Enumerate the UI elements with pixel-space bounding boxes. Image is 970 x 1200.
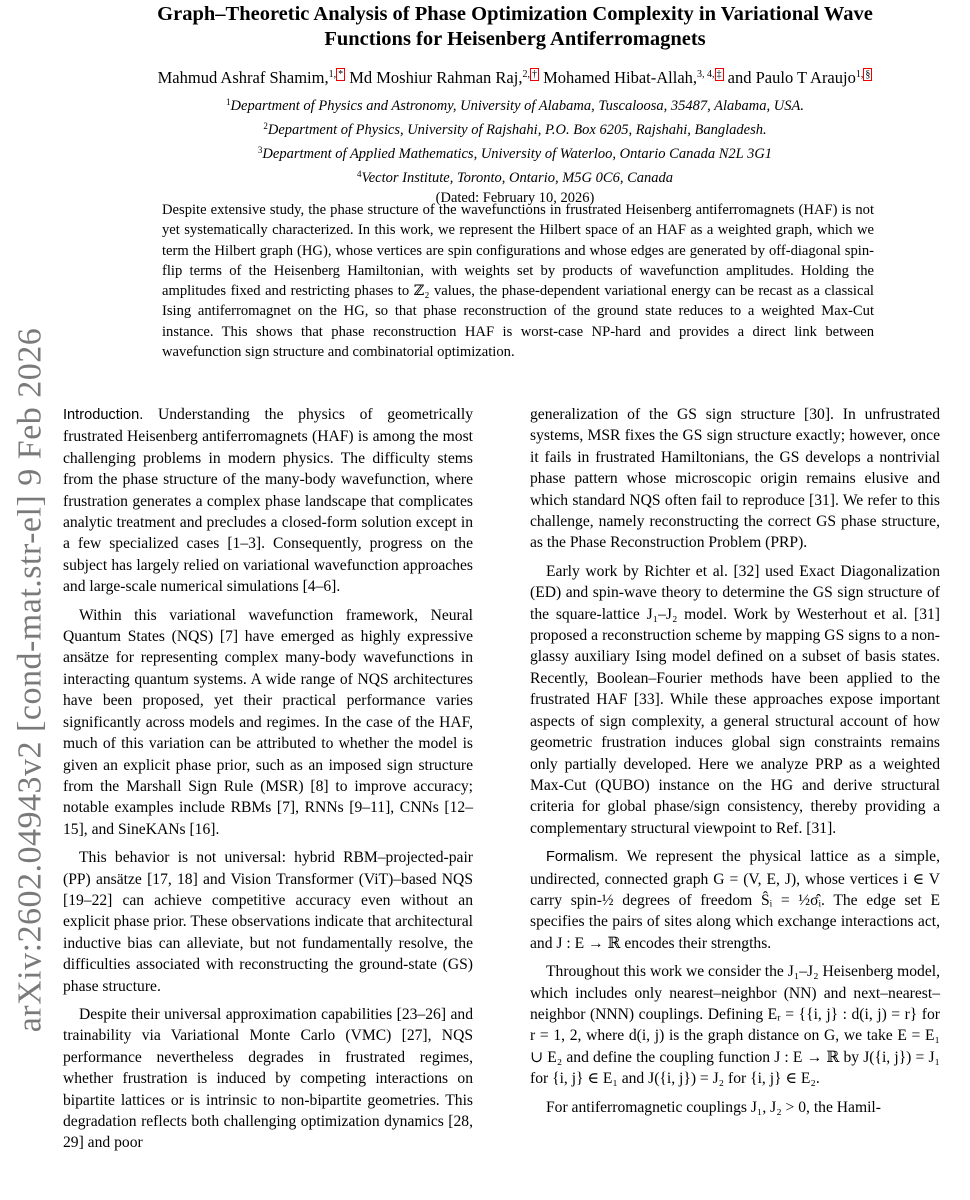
- right-column: [530, 404, 940, 1125]
- author-list: [70, 64, 960, 89]
- arxiv-stamp: [0, 230, 60, 1130]
- author-footnote-link[interactable]: ‡: [716, 69, 722, 80]
- dated-line: (Dated: February 10, 2026): [435, 190, 595, 206]
- paragraph: Despite their universal approximation capabilities [23–26] and trainability via Variational Monte Carlo (VMC) [27], NQS performance nevertheless degrades in frustrated regimes, whether frustration is induced by competing interactions on bipartite lattices or is intrinsic to non-bipartite geometries. This degradation reflects both challenging optimization dynamics [28, 29] and poor: [63, 1005, 473, 1152]
- abstract: Despite extensive study, the phase structure of the wavefunctions in frustrated Heisenberg antiferromagnets (HAF) is not yet systematically characterized. In this work, we represent the Hilbert space of an HAF as a weighted graph, which we term the Hilbert graph (HG), whose vertices are spin configurations and whose edges are generated by off-diagonal spin-flip terms of the Heisenberg Hamiltonian, with weights set by products of wavefunction amplitudes. Holding the amplitudes fixed and restricting phases to ℤ₂ values, the phase-dependent variational energy can be recast as a classical Ising antiferromagnet on the HG, so that phase reconstruction of the ground state reduces to a weighted Max-Cut instance. This shows that phase reconstruction HAF is worst-case NP-hard and provides a direct link between wavefunction sign structure and combinatorial optimization.: [162, 202, 874, 361]
- author-name: Mohamed Hibat-Allah,: [538, 68, 698, 87]
- paragraph-introduction: Introduction. Understanding the physics of geometrically frustrated Heisenberg antiferromagnets (HAF) is among the most challenging problems in modern physics. The difficulty stems from the phase structure of the many-body wavefunction, where frustration generates a complex phase landscape that complicates analytic treatment and precludes a closed-form solution except in a few specialized cases [1–3]. Consequently, progress on the subject has largely relied on variational wavefunction approaches and large-scale numerical simulations [4–6].: [63, 406, 473, 596]
- paragraph: This behavior is not universal: hybrid RBM–projected-pair (PP) ansätze [17, 18] and Vision Transformer (ViT)–based NQS [19–22] can achieve competitive accuracy even without an explicit phase prior. These observations indicate that architectural inductive bias can alleviate, but not fundamentally resolve, the difficulties associated with reconstructing the ground-state (GS) phase structure.: [63, 849, 473, 995]
- section-heading-introduction: Introduction.: [63, 407, 144, 423]
- author-footnote-link[interactable]: *: [338, 69, 344, 80]
- author-footnote-link[interactable]: †: [531, 69, 537, 80]
- affiliation-line: $^2$Department of Physics, University of Rajshahi, P.O. Box 6205, Rajshahi, Bangladesh.: [263, 121, 767, 138]
- author-affil-sup: 2,: [522, 69, 530, 80]
- arxiv-stamp-text: arXiv:2602.04943v2 [cond-mat.str-el] 9 Feb 2026: [11, 327, 48, 1033]
- paragraph: Throughout this work we consider the J₁–J₂ Heisenberg model, which includes only nearest–neighbor (NN) and next–nearest–neighbor (NNN) couplings. Defining Eᵣ = {{i, j} : d(i, j) = r} for r = 1, 2, where d(i, j) is the graph distance on G, we take E = E₁ ∪ E₂ and define the coupling function J : E → ℝ by J({i, j}) = J₁ for {i, j} ∈ E₁ and J({i, j}) = J₂ for {i, j} ∈ E₂.: [530, 963, 940, 1088]
- paragraph: For antiferromagnetic couplings J₁, J₂ > 0, the Hamil-: [546, 1098, 881, 1116]
- title-line-2: Functions for Heisenberg Antiferromagnets: [324, 28, 706, 50]
- author-affil-sup: 3, 4,: [697, 69, 715, 80]
- author-affil-sup: 1,: [328, 69, 337, 80]
- author-name: and Paulo T Araujo: [723, 68, 856, 87]
- section-heading-formalism: Formalism.: [546, 849, 619, 866]
- affiliation-line: $^1$Department of Physics and Astronomy, University of Alabama, Tuscaloosa, 35487, Alabama, USA.: [226, 97, 804, 114]
- affiliation-block: [70, 92, 960, 208]
- author-name: Md Moshiur Rahman Raj,: [345, 68, 523, 87]
- paragraph: Early work by Richter et al. [32] used Exact Diagonalization (ED) and spin-wave theory to determine the GS sign structure of the square-lattice J₁–J₂ model. Work by Westerhout et al. [31] proposed a reconstruction scheme by mapping GS signs to a non-glassy auxiliary Ising model defined on a subset of basis states. Recently, Boolean–Fourier methods have been applied to the frustrated HAF [33]. While these approaches expose important aspects of sign complexity, a general structural account of how geometric frustration induces global sign constraints remains only partially developed. Here we analyze PRP as a weighted Max-Cut (QUBO) instance on the HG and derive structural criteria for global phase/sign consistency, thereby providing a complementary structural viewpoint to Ref. [31].: [530, 562, 940, 837]
- left-column: [63, 404, 473, 1161]
- affiliation-line: $^3$Department of Applied Mathematics, University of Waterloo, Ontario Canada N2L 3G1: [257, 145, 773, 162]
- title-line-1: Graph–Theoretic Analysis of Phase Optimization Complexity in Variational Wave: [157, 3, 873, 25]
- paragraph: generalization of the GS sign structure [30]. In unfrustrated systems, MSR fixes the GS sign structure exactly; however, once it fails in frustrated Hamiltonians, the GS develops a nontrivial phase pattern whose microscopic origin remains elusive and which standard NQS often fail to reproduce [31]. We refer to this challenge, namely reconstructing the correct GS phase structure, as the Phase Reconstruction Problem (PRP).: [530, 406, 940, 552]
- author-footnote-link[interactable]: §: [865, 69, 871, 80]
- paragraph: Within this variational wavefunction framework, Neural Quantum States (NQS) [7] have emerged as highly expressive ansätze for representing complex many-body wavefunctions in interacting quantum systems. A wide range of NQS architectures have been proposed, yet their practical performance varies significantly across models and regimes. In the case of the HAF, much of this variation can be attributed to whether the model is given an explicit phase prior, such as an imposed sign structure from the Marshall Sign Rule (MSR) [8] to improve accuracy; notable examples include RBMs [7], RNNs [9–11], CNNs [12–15], and SineKANs [16].: [63, 606, 473, 838]
- paper-title: [70, 2, 960, 52]
- author-name: Mahmud Ashraf Shamim,: [157, 68, 329, 87]
- author-affil-sup: 1,: [855, 69, 864, 80]
- affiliation-line: $^4$Vector Institute, Toronto, Ontario, M5G 0C6, Canada: [357, 169, 673, 186]
- paragraph-formalism: Formalism. We represent the physical lattice as a simple, undirected, connected graph G = (V, E, J), whose vertices i ∈ V carry spin-½ degrees of freedom Ŝᵢ = ½σ̂ᵢ. The edge set E specifies the pairs of sites along which exchange interactions act, and J : E → ℝ encodes their strengths.: [530, 848, 940, 952]
